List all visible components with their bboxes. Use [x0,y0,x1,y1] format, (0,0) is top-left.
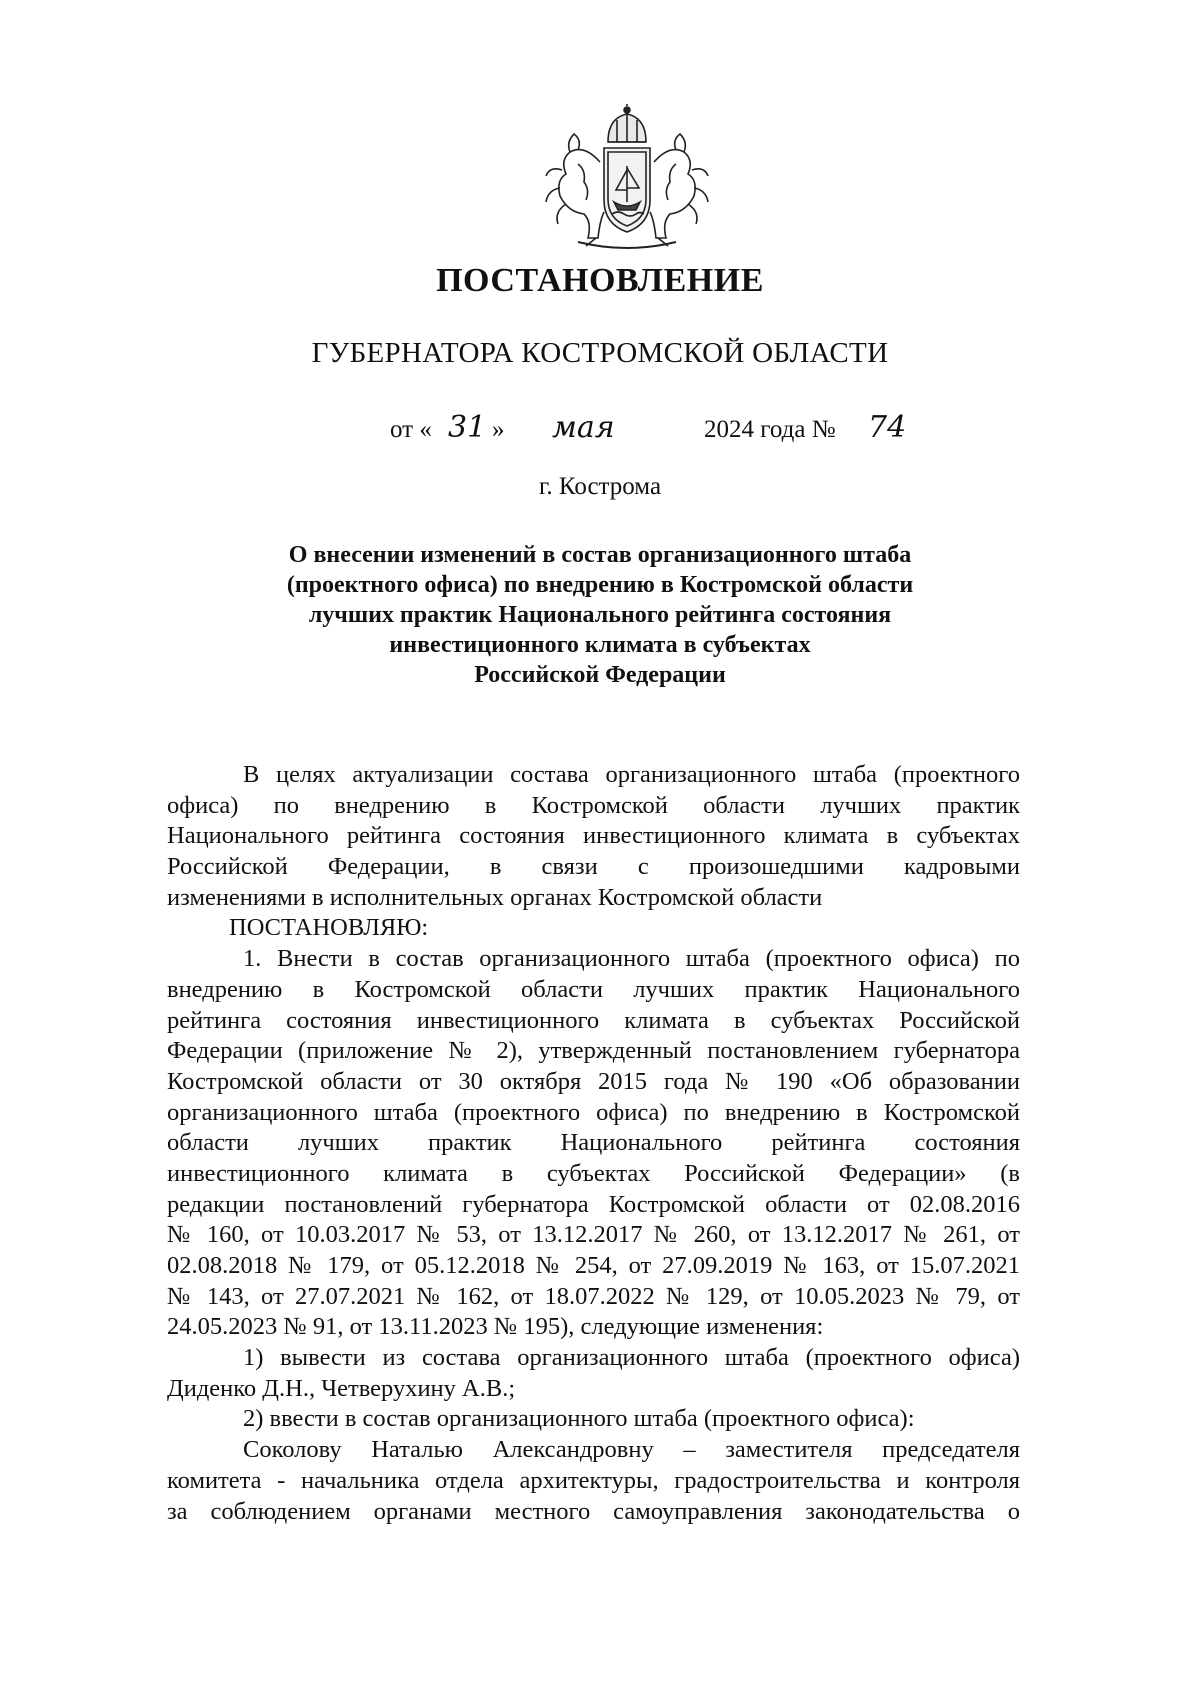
body-line: 2) ввести в состав организационного штаба (проектного офиса): [243,1405,915,1433]
date-year-text: 2024 года № [704,416,836,443]
document-number-handwritten: 74 [868,410,907,445]
body-line: редакции постановлений губернатора Костромской области от 02.08.2016 [167,1190,1020,1218]
body-line: комитета - начальника отдела архитектуры, градостроительства и контроля [167,1466,1020,1494]
body-line: рейтинга состояния инвестиционного климата в субъектах Российской [167,1006,1020,1034]
subject-line: лучших практик Национального рейтинга состояния [308,602,892,628]
body-line: Российской Федерации, в связи с произошедшими кадровыми [167,853,1020,881]
body-line: Соколову Наталью Александровну – заместителя председателя [243,1436,1020,1464]
body-line: организационного штаба (проектного офиса) по внедрению в Костромской [167,1098,1020,1126]
body-line: 1) вывести из состава организационного штаба (проектного офиса) [243,1344,1020,1372]
body-line: 24.05.2023 № 91, от 13.11.2023 № 195), следующие изменения: [167,1313,824,1341]
document-date-line [0,410,1200,450]
document-type-title: ПОСТАНОВЛЕНИЕ [436,262,764,299]
body-line: № 143, от 27.07.2021 № 162, от 18.07.2022 № 129, от 10.05.2023 № 79, от [167,1282,1020,1310]
body-line: 02.08.2018 № 179, от 05.12.2018 № 254, от 27.09.2019 № 163, от 15.07.2021 [167,1252,1020,1279]
body-line: 1. Внести в состав организационного штаба (проектного офиса) по [243,945,1020,973]
body-line: области лучших практик Национального рейтинга состояния [167,1129,1020,1157]
date-prefix-close: » [492,416,505,443]
subject-line: Российской Федерации [474,662,726,688]
date-prefix: от « [390,416,432,443]
body-line: Федерации (приложение № 2), утвержденный постановлением губернатора [167,1037,1020,1065]
coat-of-arms-icon [538,104,716,256]
city: г. Кострома [538,473,662,500]
body-line: Диденко Д.Н., Четверухину А.В.; [167,1374,516,1402]
issuer-title: ГУБЕРНАТОРА КОСТРОМСКОЙ ОБЛАСТИ [311,337,889,369]
document-body [167,760,1020,1527]
subject-line: инвестиционного климата в субъектах [389,632,811,658]
date-month-handwritten: мая [552,410,615,445]
document-subject [180,540,1020,690]
body-line: № 160, от 10.03.2017 № 53, от 13.12.2017 № 260, от 13.12.2017 № 261, от [167,1221,1020,1249]
resolution-word: ПОСТАНОВЛЯЮ: [229,914,429,942]
subject-line: О внесении изменений в состав организационного штаба [288,542,912,568]
body-line: за соблюдением органами местного самоуправления законодательства о [167,1497,1020,1525]
body-line: изменениями в исполнительных органах Костромской области [167,883,823,911]
subject-line: (проектного офиса) по внедрению в Костромской области [286,572,914,598]
date-day-handwritten: 31 [448,410,487,445]
body-line: В целях актуализации состава организационного штаба (проектного [243,761,1020,788]
body-line: инвестиционного климата в субъектах Российской Федерации» (в [167,1159,1020,1187]
body-line: Национального рейтинга состояния инвестиционного климата в субъектах [167,822,1020,850]
body-line: офиса) по внедрению в Костромской области лучших практик [167,791,1020,819]
body-line: Костромской области от 30 октября 2015 года № 190 «Об образовании [167,1067,1020,1095]
body-line: внедрению в Костромской области лучших практик Национального [167,975,1020,1003]
